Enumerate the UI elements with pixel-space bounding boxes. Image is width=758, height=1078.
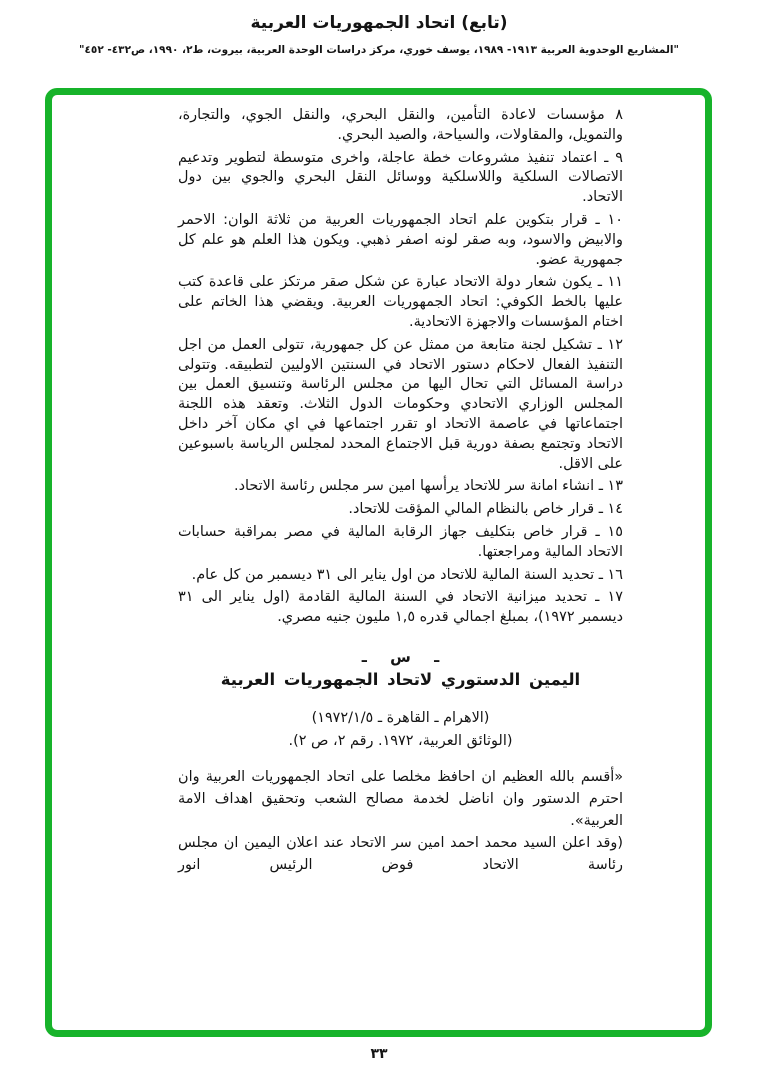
closing-paragraph: (وقد اعلن السيد محمد احمد امين سر الاتحاد عند اعلان اليمين ان مجلس رئاسة الاتحاد فوض الرئيس انور — [178, 834, 623, 873]
list-item-9: ٩ ـ اعتماد تنفيذ مشروعات خطة عاجلة، واخرى متوسطة لتطوير وتدعيم الاتصالات السلكية واللاسلكية ووسائل النقل البحري والجوي بين دول الاتحاد. — [178, 149, 623, 206]
source-citation: "المشاريع الوحدوية العربية ١٩١٣- ١٩٨٩، يوسف خوري، مركز دراسات الوحدة العربية، بيروت، ط٢، ١٩٩٠، ص٤٣٢- ٤٥٢" — [79, 44, 679, 56]
body-text — [178, 106, 623, 628]
list-item-13: ١٣ ـ انشاء امانة سر للاتحاد يرأسها امين سر مجلس رئاسة الاتحاد. — [234, 478, 623, 495]
list-item-15: ١٥ ـ قرار خاص بتكليف جهاز الرقابة المالية في مصر بمراقبة حسابات الاتحاد المالية ومراجعتها. — [178, 523, 623, 560]
section-marker: ـ س ـ — [361, 647, 440, 666]
list-item-8: ٨ مؤسسات لاعادة التأمين، والنقل البحري، والنقل الجوي، والتجارة، والتمويل، والمقاولات، والسياحة، والصيد البحري. — [178, 107, 623, 143]
list-item-17: ١٧ ـ تحديد ميزانية الاتحاد في السنة المالية القادمة (اول يناير الى ٣١ ديسمبر ١٩٧٢)، بمبلغ اجمالي قدره ١,٥ مليون جنيه مصري. — [178, 589, 623, 626]
citation-line-2: (الوثائق العربية، ١٩٧٢. رقم ٢، ص ٢). — [288, 732, 513, 749]
list-item-10: ١٠ ـ قرار بتكوين علم اتحاد الجمهوريات العربية من ثلاثة الوان: الاحمر والابيض والاسود، وبه صقر لونه اصفر ذهبي. ويكون هذا العلم هو علم كل جمهورية عضو. — [178, 211, 623, 268]
list-item-12: ١٢ ـ تشكيل لجنة متابعة من ممثل عن كل جمهورية، تتولى العمل من اجل التنفيذ الفعال لاحكام دستور الاتحاد في السنتين الاوليين لتطبيقه. وتتولى دراسة المسائل التي تحال اليها من مجلس الرئاسة وتنسيق العمل بين المجلس الوزاري الاتحادي وحكومات الدول الثلاث. وتعقد هذه اللجنة اجتماعاتها في عاصمة الاتحاد او تقرر اجتماعها في اي مكان آخر داخل الاتحاد وتجتمع بصفة دورية قبل الاجتماع المحدد لمجلس الرياسة باسبوعين على الاقل. — [178, 336, 623, 472]
oath-paragraph: «أقسم بالله العظيم ان احافظ مخلصا على اتحاد الجمهوريات العربية وان احترم الدستور وان اناضل لخدمة مصالح الشعب وتحقيق اهداف الامة العربية». — [178, 768, 623, 829]
citation-line-1: (الاهرام ـ القاهرة ـ ١٩٧٢/١/٥) — [311, 709, 490, 726]
section-title: اليمين الدستوري لاتحاد الجمهوريات العربية — [220, 669, 581, 689]
page-header — [0, 0, 758, 56]
page-title: (تابع) اتحاد الجمهوريات العربية — [250, 13, 508, 33]
list-item-14: ١٤ ـ قرار خاص بالنظام المالي المؤقت للاتحاد. — [348, 501, 623, 518]
list-item-11: ١١ ـ يكون شعار دولة الاتحاد عبارة عن شكل صقر مرتكز على قاعدة كتب عليها بالخط الكوفي: اتحاد الجمهوريات العربية. ويقضي هذا الخاتم على اختام المؤسسات والاجهزة الاتحادية. — [178, 274, 623, 330]
citation-block — [178, 707, 623, 753]
list-item-16: ١٦ ـ تحديد السنة المالية للاتحاد من اول يناير الى ٣١ ديسمبر من كل عام. — [191, 566, 623, 583]
content-box — [45, 88, 712, 1037]
page-number: ٣٣ — [370, 1046, 388, 1062]
